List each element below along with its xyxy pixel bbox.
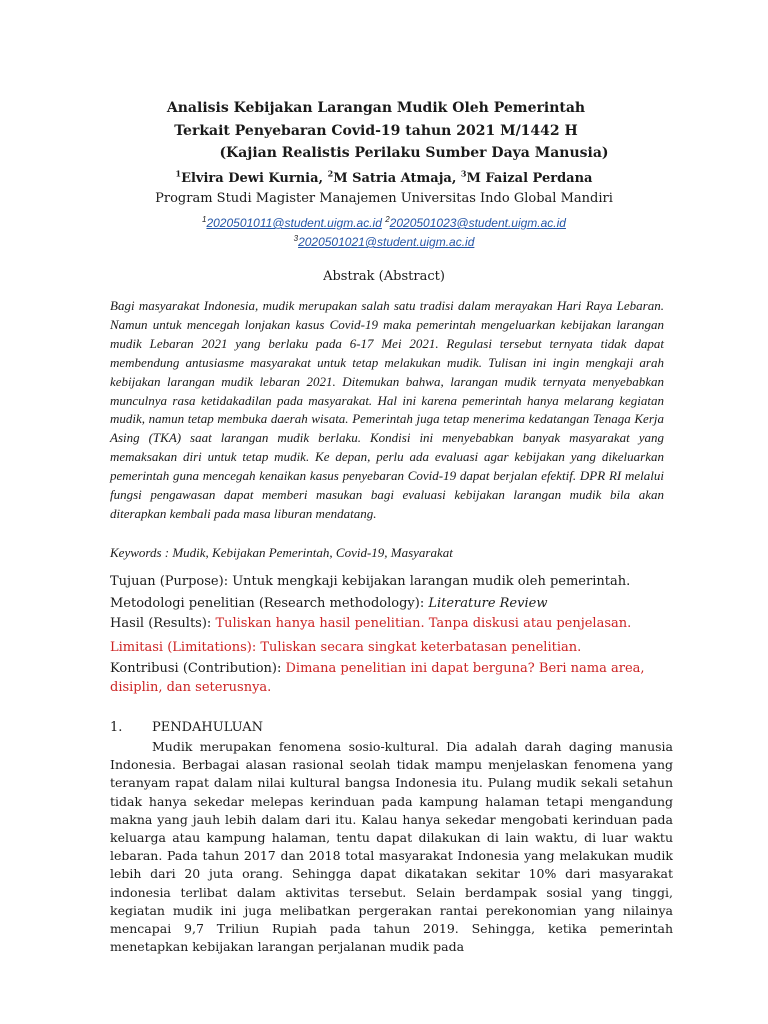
author-3-sup: 3 bbox=[460, 168, 467, 179]
author-1-sup: 1 bbox=[175, 168, 182, 179]
paper-title-line-2: Terkait Penyebaran Covid-19 tahun 2021 M/1442 H bbox=[174, 123, 578, 139]
limits-field bbox=[110, 638, 680, 657]
contribution-field bbox=[110, 659, 680, 697]
purpose-field bbox=[110, 572, 680, 591]
email-2-sup: 2 bbox=[385, 215, 390, 224]
author-2-name: M Satria Atmaja, bbox=[333, 171, 461, 186]
paper-title-line-1: Analisis Kebijakan Larangan Mudik Oleh Pemerintah bbox=[166, 100, 586, 116]
section-title: PENDAHULUAN bbox=[152, 720, 263, 735]
author-2-sup: 2 bbox=[327, 168, 334, 179]
method-field bbox=[110, 594, 680, 613]
email-3-sup: 3 bbox=[293, 234, 299, 243]
results-label: Hasil (Results): bbox=[110, 616, 212, 631]
limits-value: Tuliskan secara singkat keterbatasan penelitian. bbox=[256, 640, 582, 655]
results-value: Tuliskan hanya hasil penelitian. Tanpa diskusi atau penjelasan. bbox=[211, 616, 632, 631]
purpose-value: Untuk mengkaji kebijakan larangan mudik oleh pemerintah. bbox=[228, 574, 631, 589]
author-1-name: Elvira Dewi Kurnia, bbox=[181, 171, 328, 186]
section-heading bbox=[110, 719, 670, 737]
results-field bbox=[110, 614, 680, 633]
email-link-1[interactable]: 2020501011@student.uigm.ac.id bbox=[206, 216, 382, 230]
keywords: Keywords : Mudik, Kebijakan Pemerintah, Covid-19, Masyarakat bbox=[110, 545, 453, 560]
limits-label: Limitasi (Limitations): bbox=[110, 640, 257, 655]
abstract-heading: Abstrak (Abstract) bbox=[323, 269, 445, 284]
email-link-2[interactable]: 2020501023@student.uigm.ac.id bbox=[389, 216, 566, 230]
affiliation: Program Studi Magister Manajemen Universitas Indo Global Mandiri bbox=[155, 191, 613, 206]
section-number: 1. bbox=[110, 720, 123, 735]
section-body-text: Mudik merupakan fenomena sosio-kultural. Dia adalah darah daging manusia Indonesia. Berbagai alasan rasional seolah tidak mampu menjelaskan fenomena yang teranyam rapat dalam nilai kultural bangsa Indonesia itu. Pulang mudik sekali setahun tidak hanya sekedar melepas kerinduan pada kampung halaman tetapi mengandung makna yang jauh lebih dalam dari itu. Kalau hanya sekedar mengobati kerinduan pada keluarga atau kampung halaman, tentu dapat dilakukan di lain waktu, di luar waktu lebaran. Pada tahun 2017 dan 2018 total masyarakat Indonesia yang melakukan mudik lebih dari 20 juta orang. Sehingga dapat dikatakan sekitar 10% dari masyarakat indonesia terlibat dalam aktivitas tersebut. Selain berdampak sosial yang tinggi, kegiatan mudik ini juga melibatkan pergerakan rantai perekonomian yang nilainya mencapai 9,7 Triliun Rupiah pada tahun 2019. Sehingga, ketika pemerintah menetapkan kebijakan larangan perjalanan mudik pada bbox=[110, 739, 673, 955]
author-list bbox=[0, 170, 768, 188]
abstract-text: Bagi masyarakat Indonesia, mudik merupakan salah satu tradisi dalam merayakan Hari Raya Lebaran. Namun untuk mencegah lonjakan kasus Covid-19 maka pemerintah mengeluarkan kebijakan larangan mudik Lebaran 2021 yang berlaku pada 6-17 Mei 2021. Regulasi tersebut ternyata tidak dapat membendung antusiasme masyarakat untuk tetap melakukan mudik. Tulisan ini ingin mengkaji arah kebijakan larangan mudik lebaran 2021. Ditemukan bahwa, larangan mudik ternyata menyebabkan munculnya rasa ketidakadilan pada masyarakat. Hal ini karena pemerintah hanya melarang kegiatan mudik, namun tetap membuka daerah wisata. Pemerintah juga tetap menerima kedatangan Tenaga Kerja Asing (TKA) saat larangan mudik berlaku. Kondisi ini menyebabkan banyak masyarakat yang memaksakan diri untuk tetap mudik. Ke depan, perlu ada evaluasi agar kebijakan yang dikeluarkan pemerintah guna mencegah kenaikan kasus penyebaran Covid-19 dapat berjalan efektif. DPR RI melalui fungsi pengawasan dapat memberi masukan bagi evaluasi kebijakan larangan mudik bila akan diterapkan kembali pada masa liburan mendatang. bbox=[110, 298, 664, 521]
purpose-label: Tujuan (Purpose): bbox=[110, 574, 229, 589]
method-value: Literature Review bbox=[424, 596, 548, 611]
email-line-2 bbox=[0, 233, 768, 251]
email-link-3[interactable]: 2020501021@student.uigm.ac.id bbox=[298, 235, 475, 249]
section-body bbox=[110, 738, 673, 956]
email-line-1 bbox=[0, 214, 768, 232]
method-label: Metodologi penelitian (Research methodology): bbox=[110, 596, 425, 611]
paper-title-line-3: (Kajian Realistis Perilaku Sumber Daya Manusia) bbox=[219, 145, 609, 161]
email-1-sup: 1 bbox=[202, 215, 207, 224]
author-3-name: M Faizal Perdana bbox=[466, 171, 593, 186]
contribution-value: Dimana penelitian ini dapat berguna? Beri nama area, disiplin, dan seterusnya. bbox=[110, 661, 645, 695]
contribution-label: Kontribusi (Contribution): bbox=[110, 661, 282, 676]
